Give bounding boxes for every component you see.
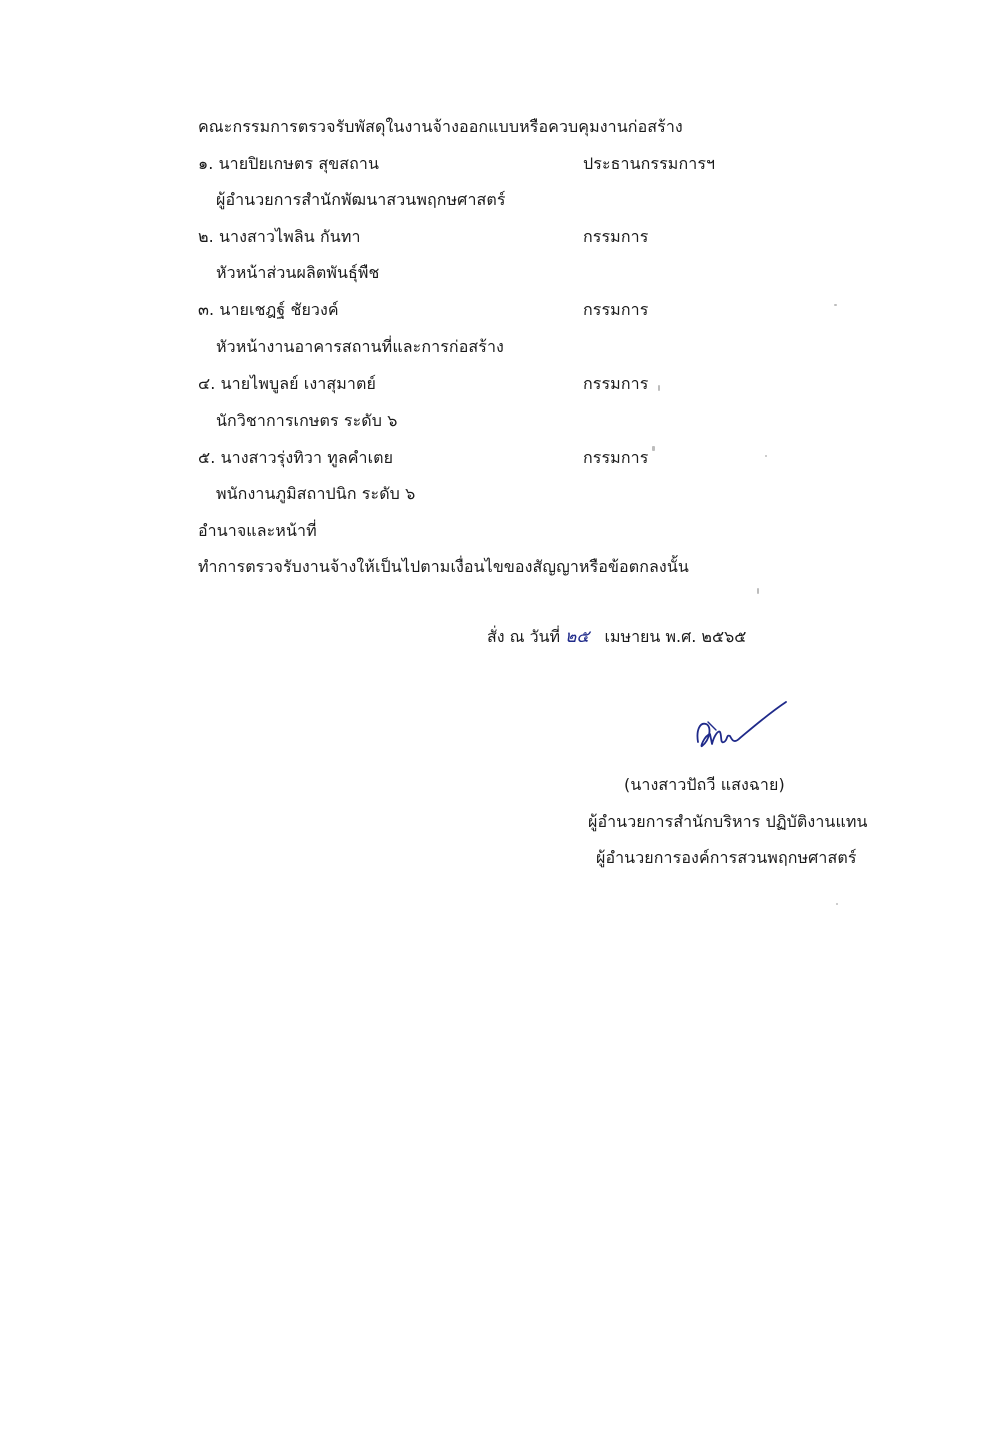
member-4-position: นักวิชาการเกษตร ระดับ ๖ (216, 411, 398, 430)
scan-speck (836, 903, 838, 905)
signatory-title-line2: ผู้อำนวยการองค์การสวนพฤกษศาสตร์ (596, 848, 857, 867)
duties-title: อำนาจและหน้าที่ (198, 521, 317, 540)
member-2-role: กรรมการ (583, 227, 649, 246)
member-4-name: ๔. นายไพบูลย์ เงาสุมาตย์ (198, 374, 376, 393)
member-3-role: กรรมการ (583, 300, 649, 319)
member-1-position: ผู้อำนวยการสำนักพัฒนาสวนพฤกษศาสตร์ (216, 190, 506, 209)
scan-speck (765, 455, 767, 457)
member-1-role: ประธานกรรมการฯ (583, 154, 716, 173)
member-5-role: กรรมการ (583, 448, 649, 467)
order-date (487, 626, 746, 648)
member-3-name: ๓. นายเชฎฐ์ ชัยวงค์ (198, 300, 339, 319)
scan-speck (658, 385, 660, 391)
duties-text: ทำการตรวจรับงานจ้างให้เป็นไปตามเงื่อนไขของสัญญาหรือข้อตกลงนั้น (198, 557, 689, 576)
date-prefix: สั่ง ณ วันที่ (487, 627, 561, 646)
member-3-position: หัวหน้างานอาคารสถานที่และการก่อสร้าง (216, 337, 504, 356)
date-month-year: เมษายน พ.ศ. ๒๕๖๕ (604, 627, 747, 646)
handwritten-signature-icon (690, 700, 790, 760)
member-4-role: กรรมการ (583, 374, 649, 393)
member-5-position: พนักงานภูมิสถาปนิก ระดับ ๖ (216, 484, 416, 503)
member-2-name: ๒. นางสาวไพลิน กันทา (198, 227, 361, 246)
signatory-title-line1: ผู้อำนวยการสำนักบริหาร ปฏิบัติงานแทน (588, 812, 868, 831)
scan-speck (652, 446, 655, 451)
member-1-name: ๑. นายปิยเกษตร สุขสถาน (198, 154, 380, 173)
member-2-position: หัวหน้าส่วนผลิตพันธุ์พืช (216, 263, 380, 282)
date-day-handwritten: ๒๕ (565, 627, 590, 647)
signatory-name: (นางสาวปัถวี แสงฉาย) (624, 775, 785, 794)
committee-heading: คณะกรรมการตรวจรับพัสดุในงานจ้างออกแบบหรือควบคุมงานก่อสร้าง (198, 117, 683, 136)
scan-speck (757, 588, 759, 594)
member-5-name: ๕. นางสาวรุ่งทิวา ทูลคำเตย (198, 448, 394, 467)
scan-speck (834, 304, 837, 306)
